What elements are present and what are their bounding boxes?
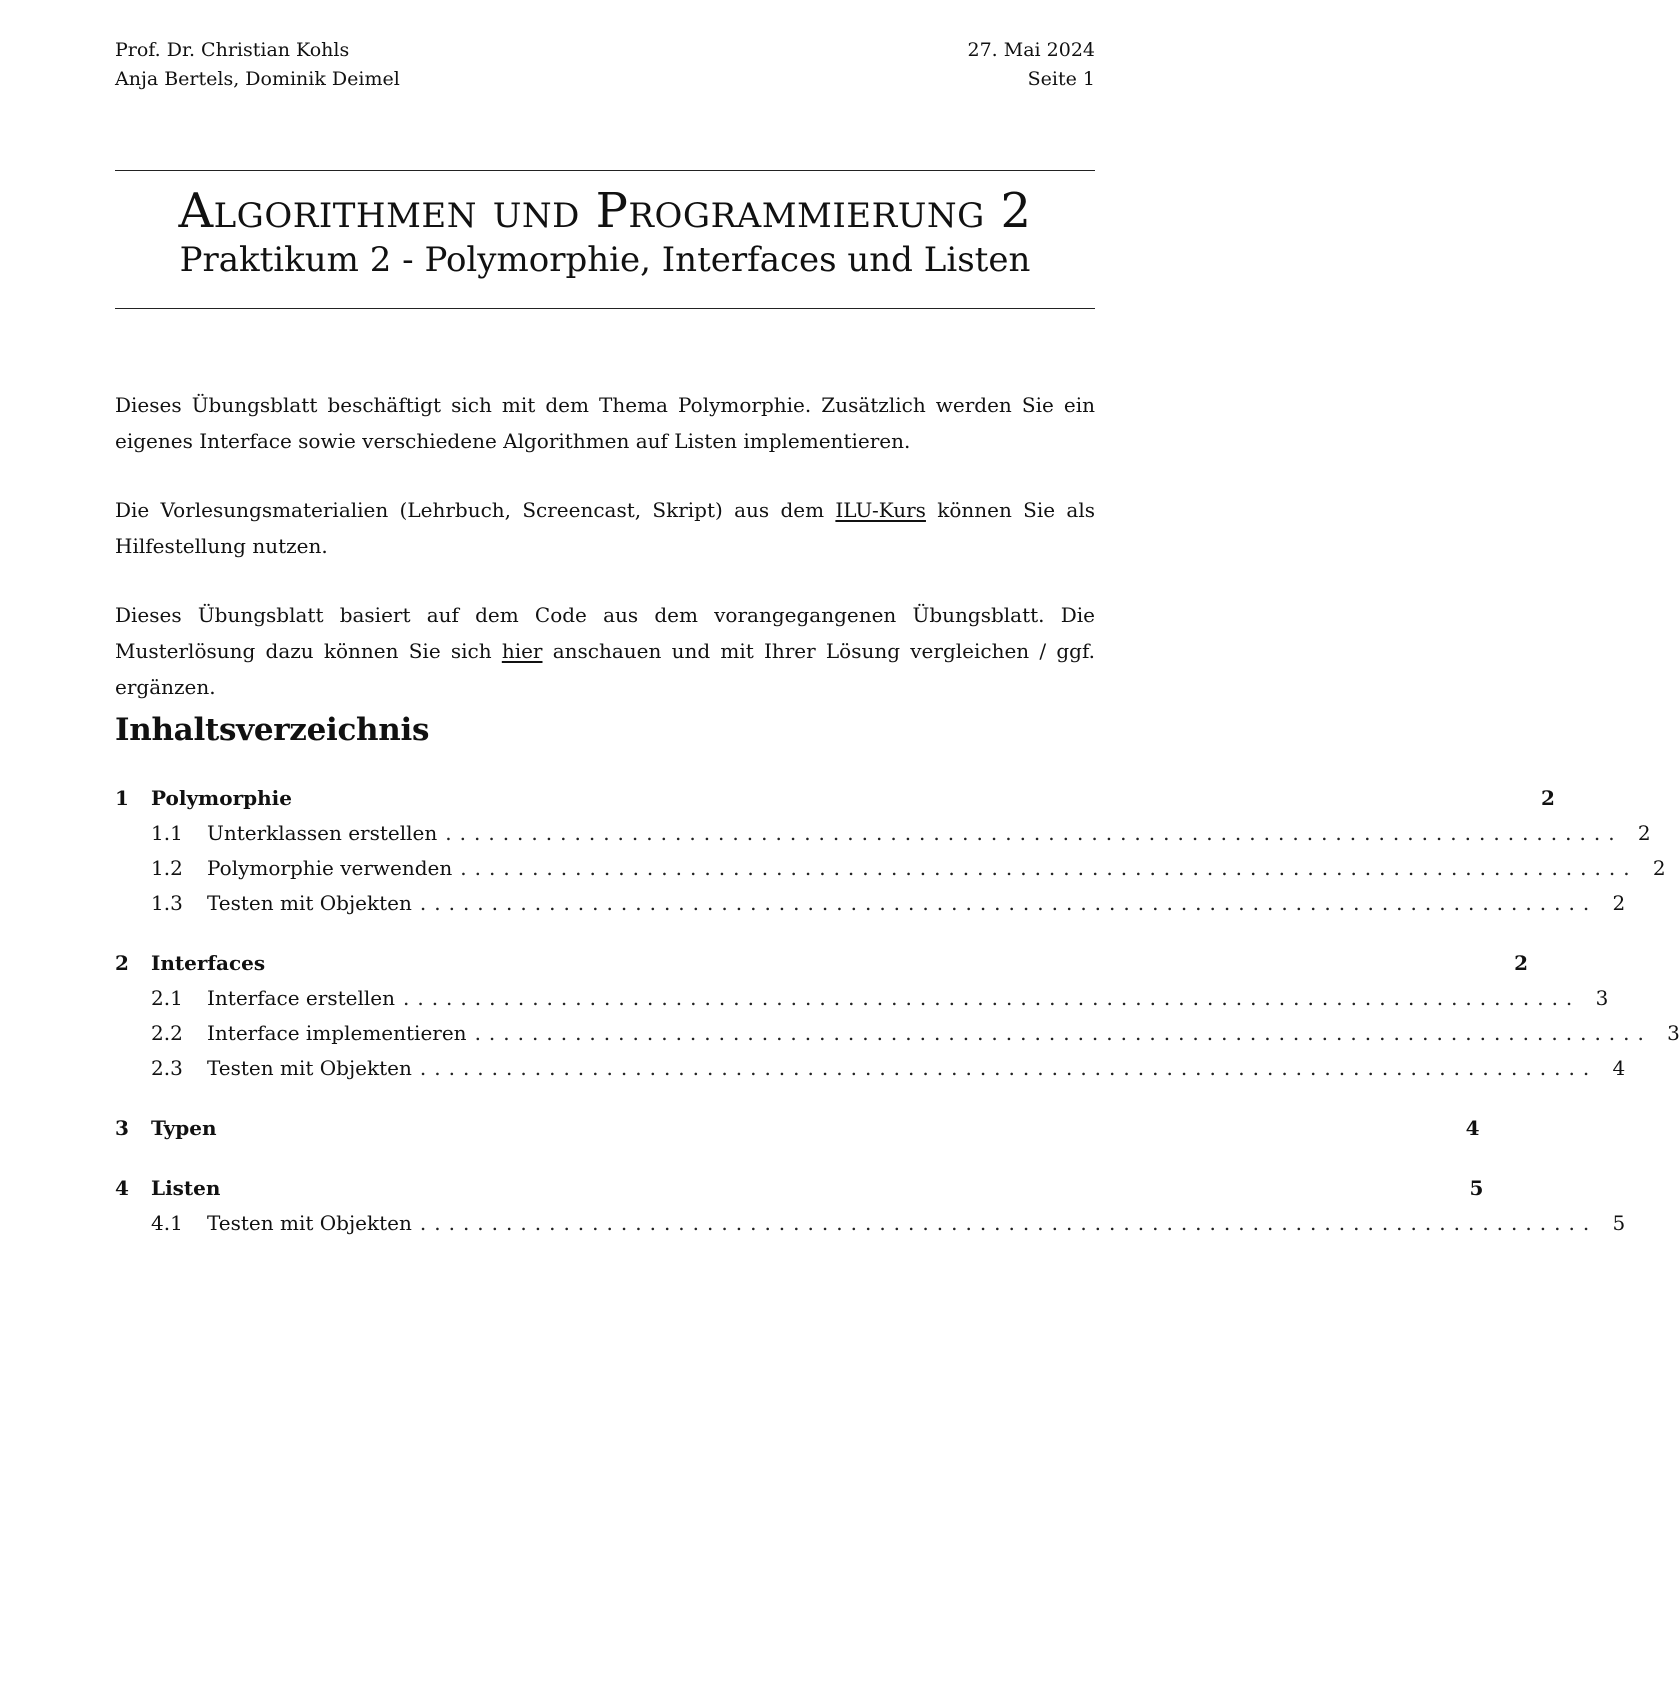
toc-entry-page: 4 (1465, 1116, 1480, 1140)
toc-entry-number: 1.1 (151, 821, 183, 845)
toc-leader-dots: .................................................................................. (460, 856, 1638, 880)
toc-entry-number: 1.2 (151, 856, 183, 880)
toc-entry-2[interactable] (115, 946, 1529, 981)
toc-entry-title: Interface erstellen (207, 986, 395, 1010)
toc-entry-number: 2 (115, 951, 129, 975)
toc-entry-title: Testen mit Objekten (207, 1211, 412, 1235)
toc-leader-dots: .................................................................................. (419, 891, 1598, 915)
toc-entry-title: Testen mit Objekten (207, 891, 412, 915)
toc-entry-number: 2.2 (151, 1021, 183, 1045)
header-author-line-1: Prof. Dr. Christian Kohls (115, 39, 350, 61)
toc-heading: Inhaltsverzeichnis (115, 712, 430, 748)
title-rule-top (115, 170, 1095, 171)
header-author-line-2: Anja Bertels, Dominik Deimel (115, 68, 400, 90)
intro-paragraph-1: Dieses Übungsblatt beschäftigt sich mit dem Thema Polymorphie. Zusätzlich werden Sie ein eigenes Interface sowie verschiedene Algorithmen auf Listen implementieren. (115, 393, 1095, 453)
toc-leader-dots: .................................................................................. (419, 1056, 1598, 1080)
toc-entry-title: Polymorphie verwenden (207, 856, 453, 880)
toc-leader-dots: .................................................................................. (402, 986, 1581, 1010)
toc-entry-title: Typen (151, 1116, 217, 1140)
toc-entry-1-2[interactable] (115, 851, 1666, 886)
header-date: 27. Mai 2024 (967, 39, 1095, 61)
toc-leader-dots: .................................................................................. (474, 1021, 1652, 1045)
title-block (115, 183, 1095, 281)
toc-entry-number: 3 (115, 1116, 129, 1140)
toc-entry-3[interactable] (115, 1111, 1480, 1146)
toc-entry-number: 2.3 (151, 1056, 183, 1080)
toc-entry-1[interactable] (115, 781, 1555, 816)
toc-entry-page: 5 (1612, 1211, 1626, 1235)
toc-entry-number: 1 (115, 786, 129, 810)
toc-entry-4-1[interactable] (115, 1206, 1626, 1241)
toc-entry-title: Interfaces (151, 951, 266, 975)
musterloesung-link[interactable]: hier (501, 639, 543, 663)
toc-entry-page: 2 (1652, 856, 1666, 880)
intro-paragraph-2-text-a: Die Vorlesungsmaterialien (Lehrbuch, Screencast, Skript) aus dem (115, 498, 836, 522)
toc-entry-page: 2 (1612, 891, 1626, 915)
toc-entry-2-1[interactable] (115, 981, 1609, 1016)
toc-entry-number: 4 (115, 1176, 129, 1200)
toc-entry-number: 4.1 (151, 1211, 183, 1235)
intro-paragraph-3-text-a: Dieses Übungsblatt basiert auf dem Code aus dem vorangegangenen Übungsblatt. Die Musterlösung dazu können Sie sich (115, 603, 1095, 663)
header-meta (967, 36, 1095, 94)
toc-entry-page: 2 (1514, 951, 1529, 975)
intro-paragraph-3 (115, 597, 1095, 705)
document-subtitle: Praktikum 2 - Polymorphie, Interfaces und Listen (179, 240, 1031, 280)
toc-entry-page: 3 (1595, 986, 1609, 1010)
header-page-number: Seite 1 (1027, 68, 1095, 90)
toc-leader-dots: .................................................................................. (419, 1211, 1598, 1235)
toc-entry-title: Testen mit Objekten (207, 1056, 412, 1080)
toc-entry-2-3[interactable] (115, 1051, 1626, 1086)
toc-entry-title: Listen (151, 1176, 221, 1200)
toc-entry-4[interactable] (115, 1171, 1484, 1206)
toc-entry-number: 2.1 (151, 986, 183, 1010)
intro-paragraph-2-text-b: können Sie als Hilfestellung nutzen. (115, 498, 1095, 558)
toc-entry-page: 4 (1612, 1056, 1626, 1080)
toc-entry-page: 3 (1667, 1021, 1680, 1045)
toc-entry-1-3[interactable] (115, 886, 1626, 921)
intro-paragraph-2 (115, 492, 1095, 564)
toc-entry-number: 1.3 (151, 891, 183, 915)
toc-entry-title: Polymorphie (151, 786, 292, 810)
toc-entry-title: Unterklassen erstellen (207, 821, 438, 845)
toc-entry-2-2[interactable] (115, 1016, 1680, 1051)
toc-entry-1-1[interactable] (115, 816, 1651, 851)
toc-entry-title: Interface implementieren (207, 1021, 467, 1045)
toc-entry-page: 2 (1541, 786, 1555, 810)
document-title: Algorithmen und Programmierung 2 (178, 183, 1032, 239)
title-rule-bottom (115, 308, 1095, 309)
toc-leader-dots: .................................................................................. (445, 821, 1623, 845)
toc-entry-page: 5 (1469, 1176, 1484, 1200)
header-authors (115, 36, 400, 94)
toc-entry-page: 2 (1637, 821, 1651, 845)
intro-paragraph-3-text-b: anschauen und mit Ihrer Lösung vergleichen / ggf. ergänzen. (115, 639, 1095, 699)
ilu-kurs-link[interactable]: ILU-Kurs (835, 498, 926, 522)
